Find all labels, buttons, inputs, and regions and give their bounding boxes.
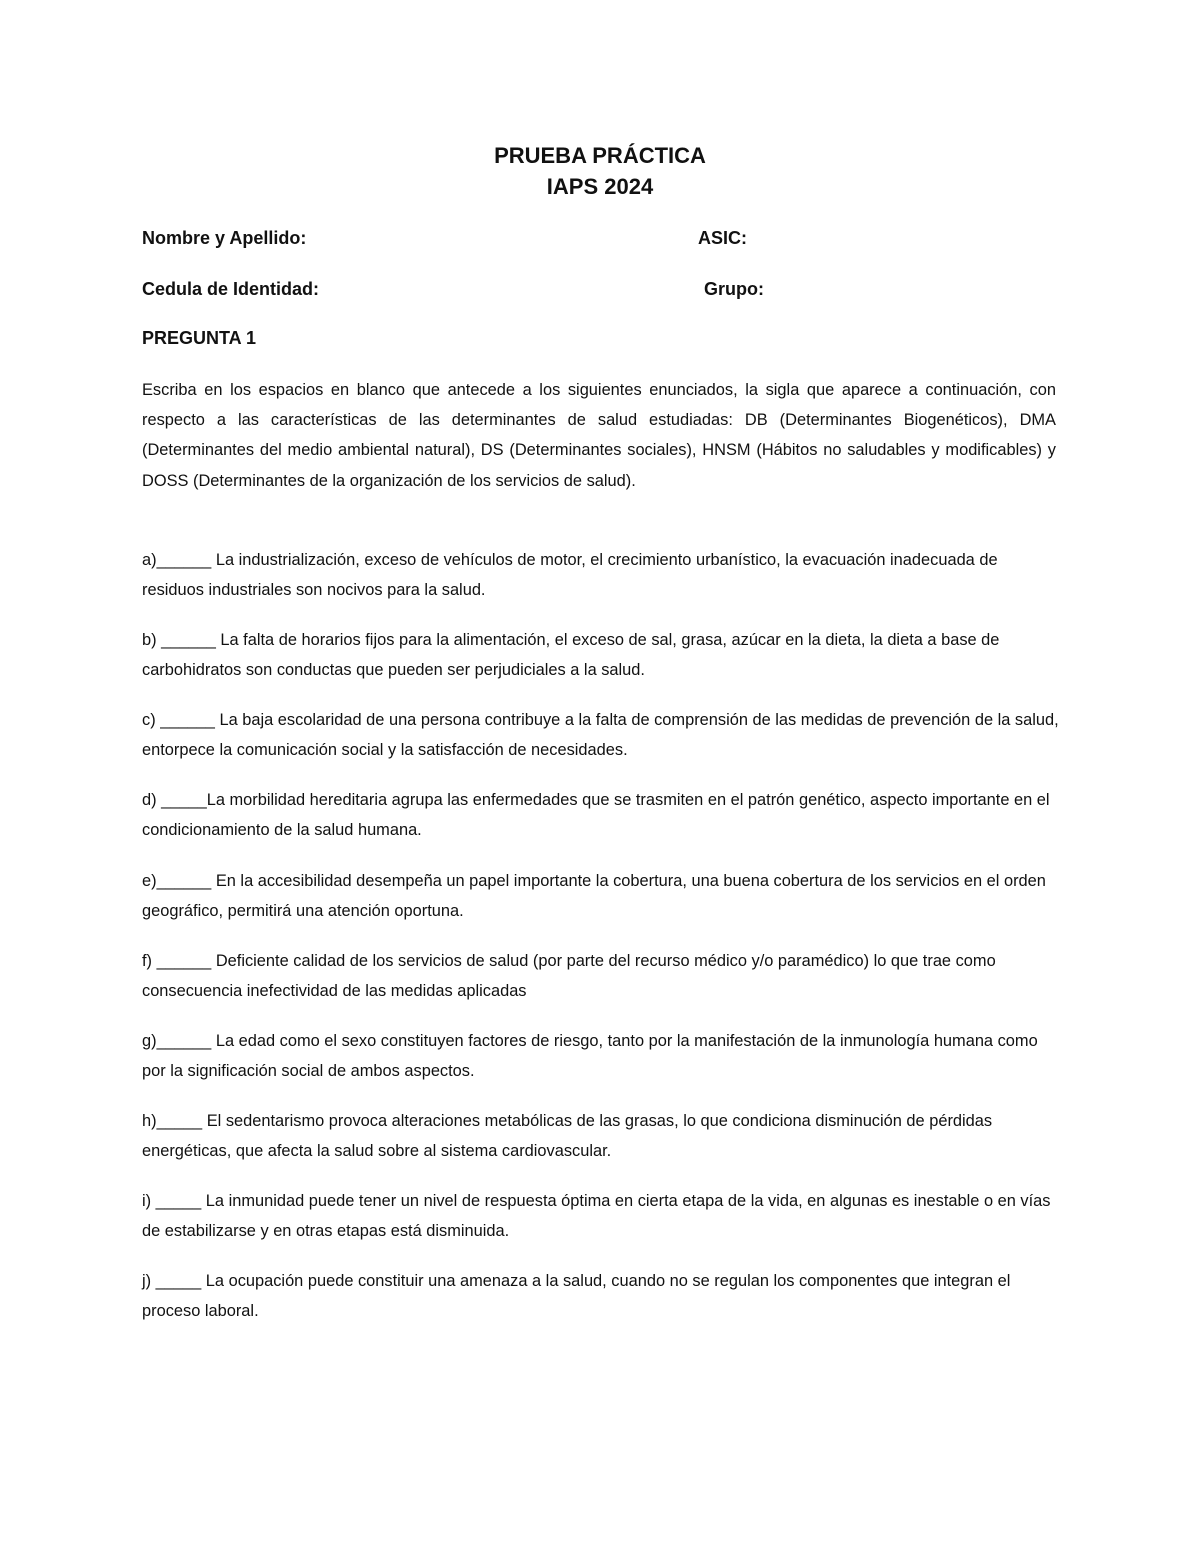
item-text: La morbilidad hereditaria agrupa las enfermedades que se trasmiten en el patrón genético, aspecto importante en el condicionamiento de la salud humana. [142, 791, 1050, 840]
answer-blank: j) _____ [142, 1272, 202, 1290]
question-item-b [142, 625, 1062, 685]
document-subtitle: IAPS 2024 [546, 174, 654, 199]
question-item-j [142, 1266, 1062, 1326]
item-text: La baja escolaridad de una persona contribuye a la falta de comprensión de las medidas de prevención de la salud, entorpece la comunicación social y la satisfacción de necesidades. [142, 711, 1059, 760]
question-item-c [142, 705, 1062, 765]
item-text: La industrialización, exceso de vehículos de motor, el crecimiento urbanístico, la evacuación inadecuada de residuos industriales son nocivos para la salud. [142, 551, 998, 600]
item-text: La inmunidad puede tener un nivel de respuesta óptima en cierta etapa de la vida, en algunas es inestable o en vías de estabilizarse y en otras etapas está disminuida. [142, 1192, 1051, 1241]
item-text: La ocupación puede constituir una amenaza a la salud, cuando no se regulan los componentes que integran el proceso laboral. [142, 1272, 1011, 1321]
answer-blank: f) ______ [142, 952, 212, 970]
answer-blank: i) _____ [142, 1192, 202, 1210]
answer-blank: d) _____ [142, 791, 207, 809]
question-item-g [142, 1026, 1062, 1086]
item-text: La edad como el sexo constituyen factores de riesgo, tanto por la manifestación de la inmunología humana como por la significación social de ambos aspectos. [142, 1032, 1038, 1081]
question-item-a [142, 545, 1062, 605]
question-item-d [142, 785, 1062, 845]
question-instructions: Escriba en los espacios en blanco que antecede a los siguientes enunciados, la sigla que aparece a continuación, con respecto a las características de las determinantes de salud estudiadas: DB (Determinantes Biogenéticos), DMA (Determinantes del medio ambiental natural), DS (Determinantes sociales), HNSM (Hábitos no saludables y modificables) y DOSS (Determinantes de la organización de los servicios de salud). [142, 381, 1056, 490]
item-text: La falta de horarios fijos para la alimentación, el exceso de sal, grasa, azúcar en la dieta, la dieta a base de carbohidratos son conductas que pueden ser perjudiciales a la salud. [142, 631, 1000, 680]
answer-blank: e)______ [142, 872, 212, 890]
question-item-e [142, 866, 1062, 926]
item-text: El sedentarismo provoca alteraciones metabólicas de las grasas, lo que condiciona disminución de pérdidas energéticas, que afecta la salud sobre al sistema cardiovascular. [142, 1112, 993, 1161]
answer-blank: a)______ [142, 551, 212, 569]
asic-field-label: ASIC: [698, 228, 747, 248]
question-item-f [142, 946, 1062, 1006]
answer-blank: c) ______ [142, 711, 215, 729]
item-text: Deficiente calidad de los servicios de salud (por parte del recurso médico y/o paramédico) lo que trae como consecuencia inefectividad de las medidas aplicadas [142, 952, 996, 1001]
answer-blank: b) ______ [142, 631, 216, 649]
name-field-label: Nombre y Apellido: [142, 228, 307, 248]
group-field-label: Grupo: [704, 279, 764, 299]
question-label: PREGUNTA 1 [142, 328, 257, 348]
id-card-field-label: Cedula de Identidad: [142, 279, 320, 299]
question-item-h [142, 1106, 1062, 1166]
item-text: En la accesibilidad desempeña un papel importante la cobertura, una buena cobertura de los servicios en el orden geográfico, permitirá una atención oportuna. [142, 872, 1046, 921]
answer-blank: h)_____ [142, 1112, 203, 1130]
document-title: PRUEBA PRÁCTICA [494, 143, 706, 168]
answer-blank: g)______ [142, 1032, 212, 1050]
question-item-i [142, 1186, 1062, 1246]
